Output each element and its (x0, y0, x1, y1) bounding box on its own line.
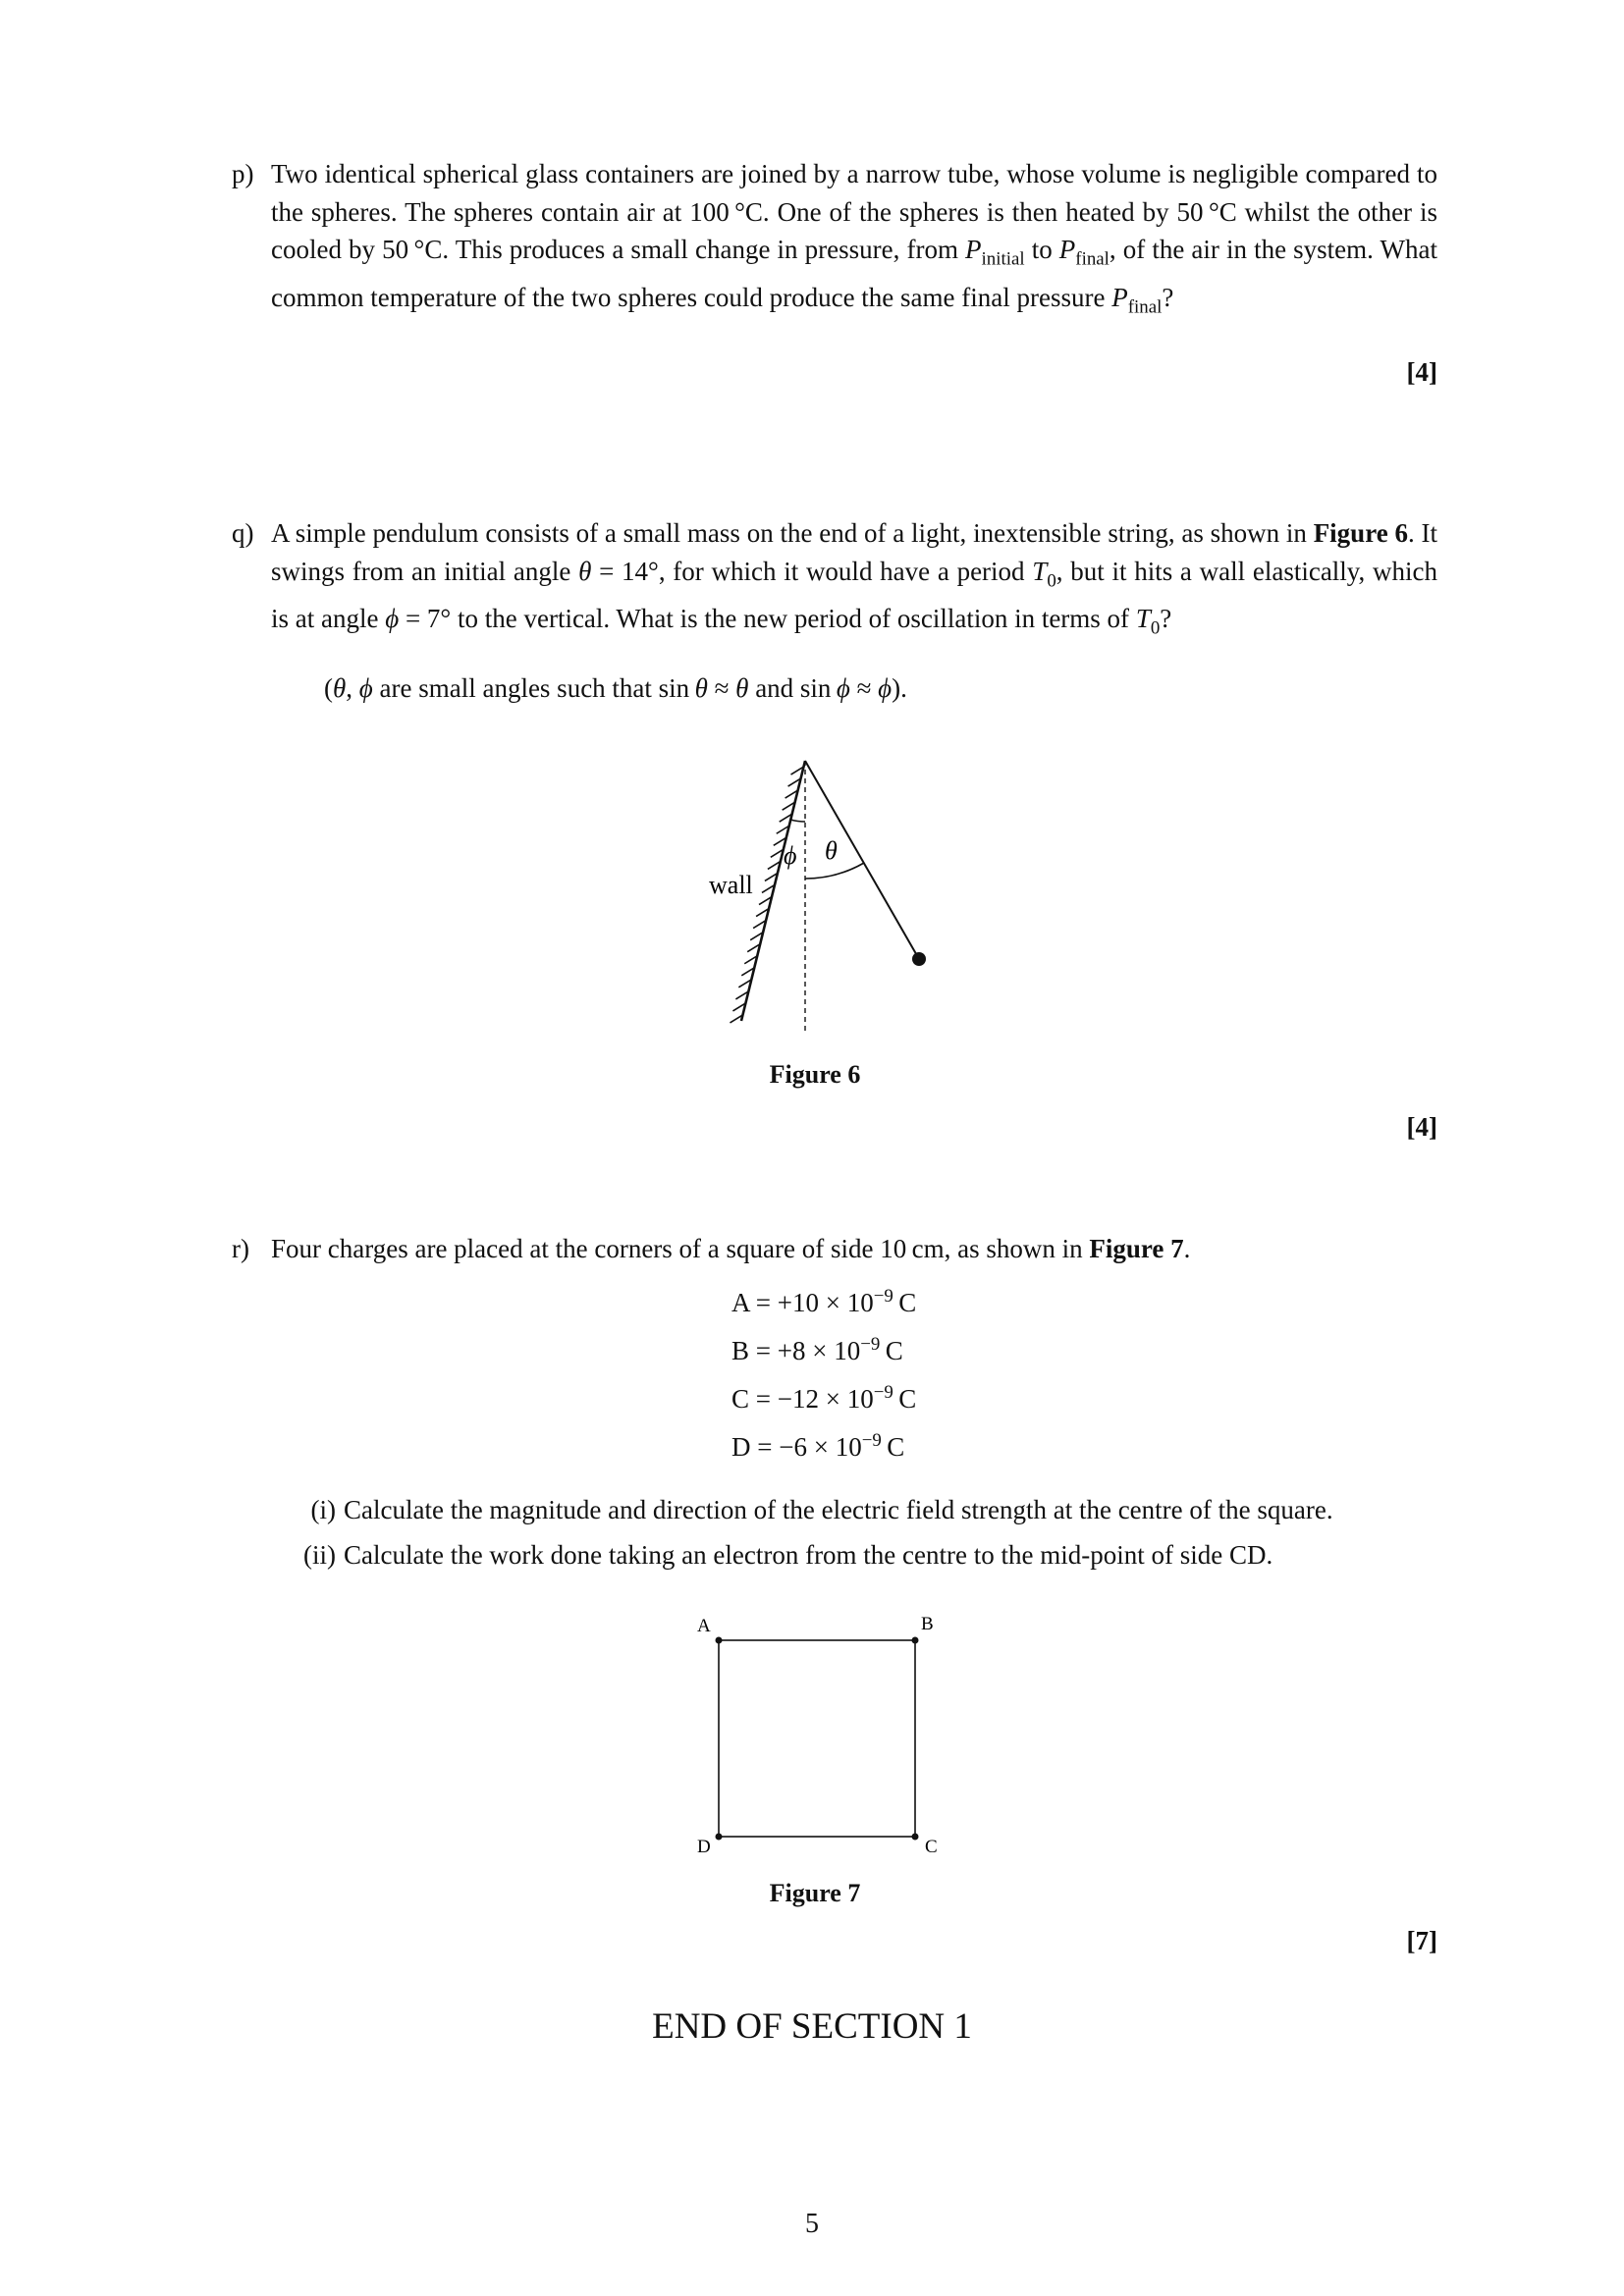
question-r-marks: [7] (1406, 1926, 1437, 1955)
corner-a-label: A (697, 1616, 711, 1636)
page-number: 5 (805, 2209, 819, 2239)
figure-6-caption: Figure 6 (769, 1060, 861, 1089)
corner-d-label: D (697, 1837, 711, 1857)
question-p (232, 155, 1437, 327)
charge-b-value: $B = +8 \times 10^{-9}$ C (731, 1334, 903, 1365)
charge-d-value: $D = -6 \times 10^{-9}$ C (731, 1430, 905, 1462)
charge-a-value: $A = +10 \times 10^{-9}$ C (731, 1286, 917, 1317)
theta-label: θ (825, 836, 838, 865)
question-r-sub-ii: (ii) Calculate the work done taking an electron from the centre to the mid-point of side CD. (303, 1540, 1273, 1570)
question-r-label: r) (232, 1234, 249, 1263)
corner-c-label: C (925, 1837, 938, 1857)
question-r (232, 1230, 1437, 1268)
corner-b-dot (912, 1637, 919, 1644)
phi-arc (790, 820, 805, 822)
phi-label: ϕ (784, 841, 797, 870)
figure-7-square (677, 1605, 952, 1860)
question-q-text: A simple pendulum consists of a small mass on the end of a light, inextensible string, as shown in Figure 6. It swings from an initial angle θ = 14°, for which it would have a period $T_0$, but it hits a wall elastically, which is at angle ϕ = 7° to the vertical. What is the new period of oscillation in terms of $T_0$? (271, 518, 1438, 639)
question-p-text: Two identical spherical glass containers are joined by a narrow tube, whose volume is negligible compared to the spheres. The spheres contain air at 100 °C. One of the spheres is then heated by 50 °C whilst the other is cooled by 50 °C. This produces a small change in pressure, from $P_{initial}$ to $P_{final}$, of the air in the system. What common temperature of the two spheres could produce the same final pressure $P_{final}$? (271, 159, 1437, 318)
small-angle-note: (θ, ϕ are small angles such that sin θ ≈ θ and sin ϕ ≈ ϕ). (324, 673, 907, 703)
pendulum-bob (912, 952, 926, 966)
question-p-label: p) (232, 159, 254, 188)
figure-6-pendulum (677, 741, 992, 1036)
question-q-label: q) (232, 518, 254, 548)
corner-b-label: B (921, 1614, 934, 1634)
question-r-sub-i: (i) Calculate the magnitude and direction of the electric field strength at the centre of the square. (310, 1495, 1333, 1524)
question-r-text: Four charges are placed at the corners of a square of side 10 cm, as shown in Figure 7. (271, 1234, 1191, 1263)
corner-a-dot (716, 1637, 723, 1644)
question-q (232, 514, 1437, 648)
square-outline (719, 1640, 915, 1837)
theta-arc (805, 863, 864, 879)
end-of-section-heading: END OF SECTION 1 (652, 2006, 972, 2047)
pendulum-string (805, 761, 919, 959)
figure-7-caption: Figure 7 (769, 1879, 861, 1907)
wall-label: wall (709, 871, 753, 899)
corner-c-dot (912, 1834, 919, 1841)
corner-d-dot (716, 1834, 723, 1841)
question-p-marks: [4] (1406, 357, 1437, 387)
charge-c-value: $C = -12 \times 10^{-9}$ C (731, 1382, 917, 1414)
question-q-marks: [4] (1406, 1112, 1437, 1142)
